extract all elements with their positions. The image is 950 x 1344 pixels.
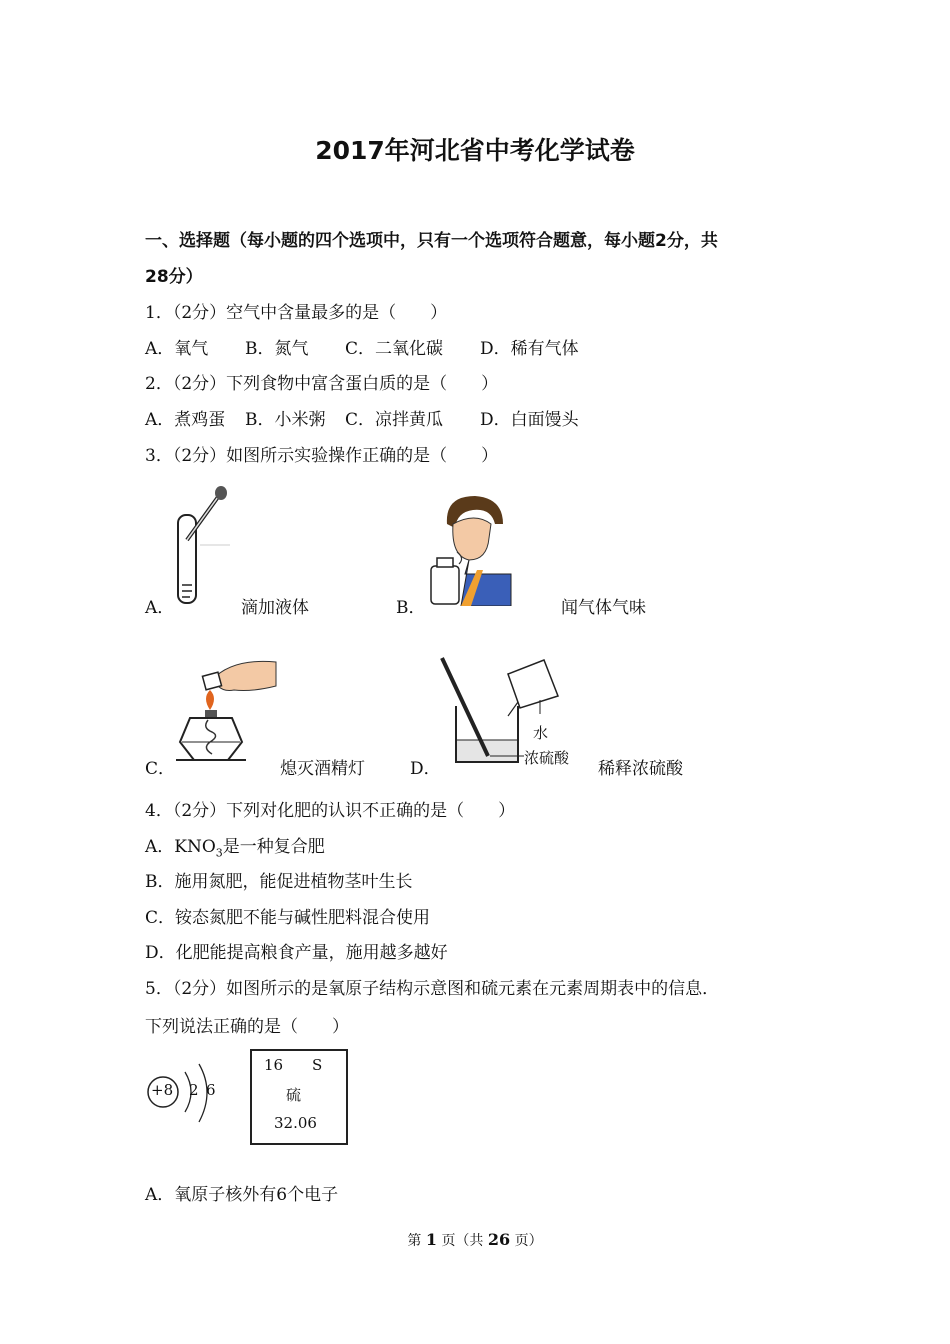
q3-option-b-letter: B． xyxy=(396,598,426,618)
q4-a-subscript: 3 xyxy=(215,846,223,860)
page-footer xyxy=(0,1230,950,1250)
q4-option-d: D．化肥能提高粮食产量，施用越多越好 xyxy=(145,943,448,963)
q1-option-d: D．稀有气体 xyxy=(480,339,579,359)
q2-option-c: C．凉拌黄瓜 xyxy=(345,410,444,430)
footer-post: 页） xyxy=(514,1233,543,1249)
atomic-mass: 32.06 xyxy=(274,1114,317,1132)
section-heading-line1: 一、选择题（每小题的四个选项中，只有一个选项符合题意，每小题2分，共 xyxy=(145,231,718,251)
section-heading-line2: 28分） xyxy=(145,267,203,287)
q4-a-suffix: 是一种复合肥 xyxy=(222,837,325,857)
q3-option-d-letter: D． xyxy=(410,759,441,779)
q1-option-c: C．二氧化碳 xyxy=(345,339,444,359)
q3-option-b-label: 闻气体气味 xyxy=(561,598,646,618)
q1-stem: 1．（2分）空气中含量最多的是（ ） xyxy=(145,303,448,323)
shell-1-electrons: 2 xyxy=(189,1081,199,1099)
footer-page-number: 1 xyxy=(425,1230,437,1249)
shell-2-electrons: 6 xyxy=(206,1081,216,1099)
q2-option-b: B．小米粥 xyxy=(245,410,326,430)
q4-a-prefix: A．KNO xyxy=(145,837,216,857)
q5-stem-line1: 5．（2分）如图所示的是氧原子结构示意图和硫元素在元素周期表中的信息． xyxy=(145,979,720,999)
q5-option-a: A．氧原子核外有6个电子 xyxy=(145,1185,339,1205)
element-name: 硫 xyxy=(286,1086,302,1104)
label-conc-acid: 浓硫酸 xyxy=(524,749,570,767)
q1-option-b: B．氮气 xyxy=(245,339,309,359)
periodic-table-cell-sulfur xyxy=(250,1049,348,1145)
q1-option-a: A．氧气 xyxy=(145,339,209,359)
label-water: 水 xyxy=(533,724,549,742)
footer-pre: 第 xyxy=(407,1233,422,1249)
q3-option-d-label: 稀释浓硫酸 xyxy=(598,759,683,779)
figure-smelling-gas xyxy=(425,494,517,606)
figure-dropper-test-tube xyxy=(170,485,235,610)
q4-stem: 4．（2分）下列对化肥的认识不正确的是（ ） xyxy=(145,801,516,821)
atomic-number: 16 xyxy=(264,1056,284,1074)
q3-option-c-label: 熄灭酒精灯 xyxy=(280,759,365,779)
figure-alcohol-lamp xyxy=(172,652,280,770)
q2-stem: 2．（2分）下列食物中富含蛋白质的是（ ） xyxy=(145,374,499,394)
q2-option-a: A．煮鸡蛋 xyxy=(145,410,226,430)
q5-stem-line2: 下列说法正确的是（ ） xyxy=(145,1017,349,1037)
q2-option-d: D．白面馒头 xyxy=(480,410,579,430)
q3-option-c-letter: C． xyxy=(145,759,176,779)
footer-total-pages: 26 xyxy=(487,1230,511,1249)
q3-option-a-label: 滴加液体 xyxy=(241,598,309,618)
element-symbol: S xyxy=(312,1056,323,1074)
q3-option-a-letter: A． xyxy=(145,598,175,618)
q4-option-b: B．施用氮肥，能促进植物茎叶生长 xyxy=(145,872,413,892)
page-title: 2017年河北省中考化学试卷 xyxy=(315,136,635,165)
q4-option-c: C．铵态氮肥不能与碱性肥料混合使用 xyxy=(145,908,431,928)
nucleus-charge: +8 xyxy=(151,1081,174,1099)
q4-option-a xyxy=(145,832,325,859)
q3-stem: 3．（2分）如图所示实验操作正确的是（ ） xyxy=(145,446,499,466)
footer-mid: 页（共 xyxy=(441,1233,484,1249)
